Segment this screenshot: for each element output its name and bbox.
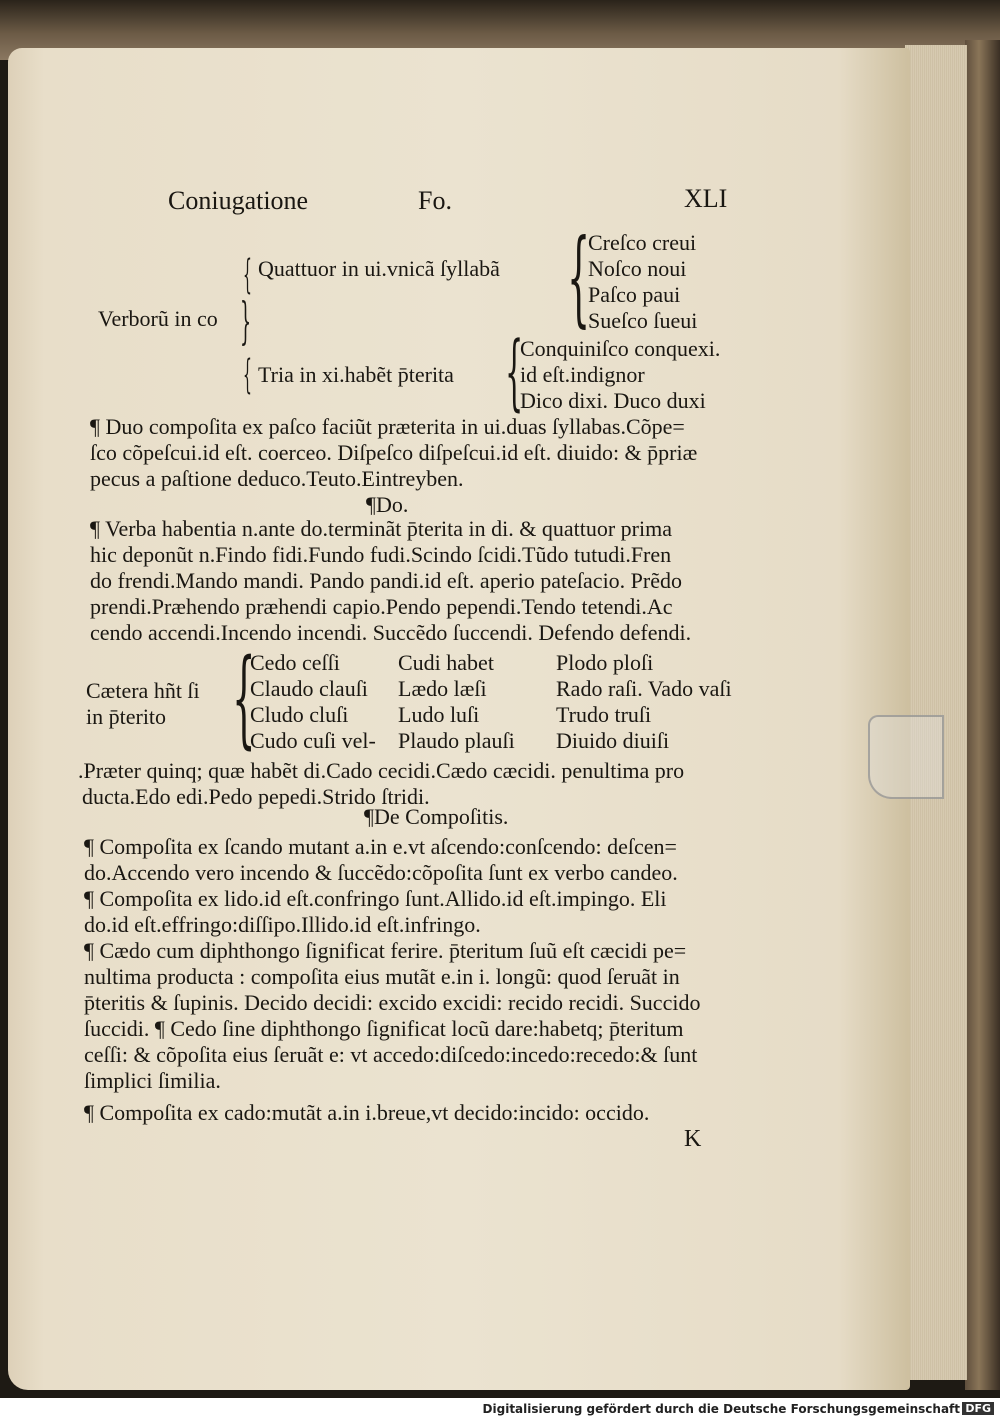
text-line: ſuccidi. ¶ Cedo ſine diphthongo ſignificat locũ dare:habetq; p̄teritum [84, 1016, 684, 1041]
branch-a: Quattuor in ui.vnicã ſyllabã [258, 256, 500, 281]
folio-number: XLI [684, 184, 728, 213]
page-clip [868, 715, 944, 799]
scheme2-col1-item: Cedo ceſſi [250, 650, 340, 675]
brace-lower: { [243, 352, 252, 398]
signature-mark: K [684, 1126, 702, 1152]
list-a-item: Noſco noui [588, 256, 687, 281]
text-line: do.id eſt.effringo:diſſipo.Illido.id eſt.infringo. [84, 912, 481, 937]
list-a-item: Creſco creui [588, 230, 697, 255]
page-stack-edge [905, 45, 967, 1380]
text-line: ¶ Compoſita ex cado:mutãt a.in i.breue,vt decido:incido: occido. [84, 1100, 650, 1125]
text-line: ſimplici ſimilia. [84, 1068, 221, 1093]
scheme2-col2-item: Cudi habet [398, 650, 494, 675]
text-line: ſco cõpeſcui.id eſt. coerceo. Diſpeſco diſpeſcui.id eſt. diuido: & p̄priæ [90, 440, 698, 465]
scheme2-col2-item: Lædo læſi [398, 676, 487, 701]
scheme2-col1-item: Claudo clauſi [250, 676, 368, 701]
brace-list-b: { [505, 325, 524, 420]
text-line: hic deponũt n.Findo fidi.Fundo fudi.Scindo ſcidi.Tũdo tutudi.Fren [90, 542, 672, 567]
book-binding-edge [965, 40, 1000, 1390]
text-line: do frendi.Mando mandi. Pando pandi.id eſt. aperio pateſacio. Prẽdo [90, 568, 683, 593]
scheme2-col2-item: Plaudo plauſi [398, 728, 515, 753]
scheme2-col3-item: Trudo truſi [556, 702, 652, 727]
scheme-root: Verborũ in co [98, 306, 218, 331]
scheme2-col3-item: Plodo ploſi [556, 650, 654, 675]
list-a-item: Paſco paui [588, 282, 681, 307]
list-b-item: Conquiniſco conquexi. [520, 336, 721, 361]
text-line: .Præter quinq; quæ habẽt di.Cado cecidi.Cædo cæcidi. penultima pro [78, 758, 685, 783]
funding-credit: Digitalisierung gefördert durch die Deutsche Forschungsgemeinschaft [482, 1402, 960, 1416]
header-center: Fo. [418, 186, 452, 215]
scheme2-label: in p̄terito [86, 704, 167, 729]
dfg-logo: DFG [962, 1402, 994, 1415]
list-b-item: Dico dixi. Duco duxi [520, 388, 706, 413]
text-line: ¶ Compoſita ex ſcando mutant a.in e.vt aſcendo:conſcendo: deſcen= [84, 834, 677, 859]
text-line: cendo accendi.Incendo incendi. Succẽdo ſuccendi. Defendo defendi. [90, 620, 692, 645]
list-b-item: id eſt.indignor [520, 362, 645, 387]
list-a-item: Sueſco ſueui [588, 308, 698, 333]
branch-b: Tria in xi.habẽt p̄terita [258, 362, 454, 387]
brace-list-a: { [567, 216, 591, 338]
text-line: do.Accendo vero incendo & ſuccẽdo:cõpoſita ſunt ex verbo candeo. [84, 860, 678, 885]
text-line: ¶ Cædo cum diphthongo ſignificat ferire. p̄teritum ſuũ eſt cæcidi pe= [84, 938, 687, 963]
section-heading-compositis: ¶De Compoſitis. [364, 804, 509, 829]
header-left: Coniugatione [168, 186, 309, 215]
text-line: ceſſi: & cõpoſita eius ſeruãt e: vt accedo:diſcedo:incedo:recedo:& ſunt [84, 1042, 698, 1067]
text-line: ¶ Duo compoſita ex paſco faciũt præterita in ui.duas ſyllabas.Cõpe= [90, 414, 685, 439]
brace-upper: { [243, 252, 252, 298]
text-line: nultima producta : compoſita eius mutãt e.in i. longũ: quod ſeruãt in [84, 964, 680, 989]
text-line: ¶ Compoſita ex lido.id eſt.confringo ſunt.Allido.id eſt.impingo. Eli [84, 886, 667, 911]
text-line: prendi.Præhendo præhendi capio.Pendo pependi.Tendo tetendi.Ac [90, 594, 673, 619]
scheme2-label: Cætera hñt ſi [86, 678, 200, 703]
text-line: ¶ Verba habentia n.ante do.terminãt p̄terita in di. & quattuor prima [90, 516, 673, 541]
section-heading-do: ¶Do. [366, 492, 409, 517]
brace-root: } [240, 292, 252, 350]
text-line: pecus a paſtione deduco.Teuto.Eintreyben. [90, 466, 464, 491]
footer-bar [0, 1398, 1000, 1422]
scheme2-col3-item: Diuido diuiſi [556, 728, 670, 753]
scheme2-col3-item: Rado raſi. Vado vaſi [556, 676, 732, 701]
brace-scheme2: { [232, 636, 256, 759]
scheme2-col1-item: Cludo cluſi [250, 702, 349, 727]
text-line: ducta.Edo edi.Pedo pepedi.Strido ſtridi. [82, 784, 430, 809]
scheme2-col2-item: Ludo luſi [398, 702, 480, 727]
text-line: p̄teritis & ſupinis. Decido decidi: excido excidi: recido recidi. Succido [84, 990, 701, 1015]
scheme2-col1-item: Cudo cuſi vel- [250, 728, 376, 753]
